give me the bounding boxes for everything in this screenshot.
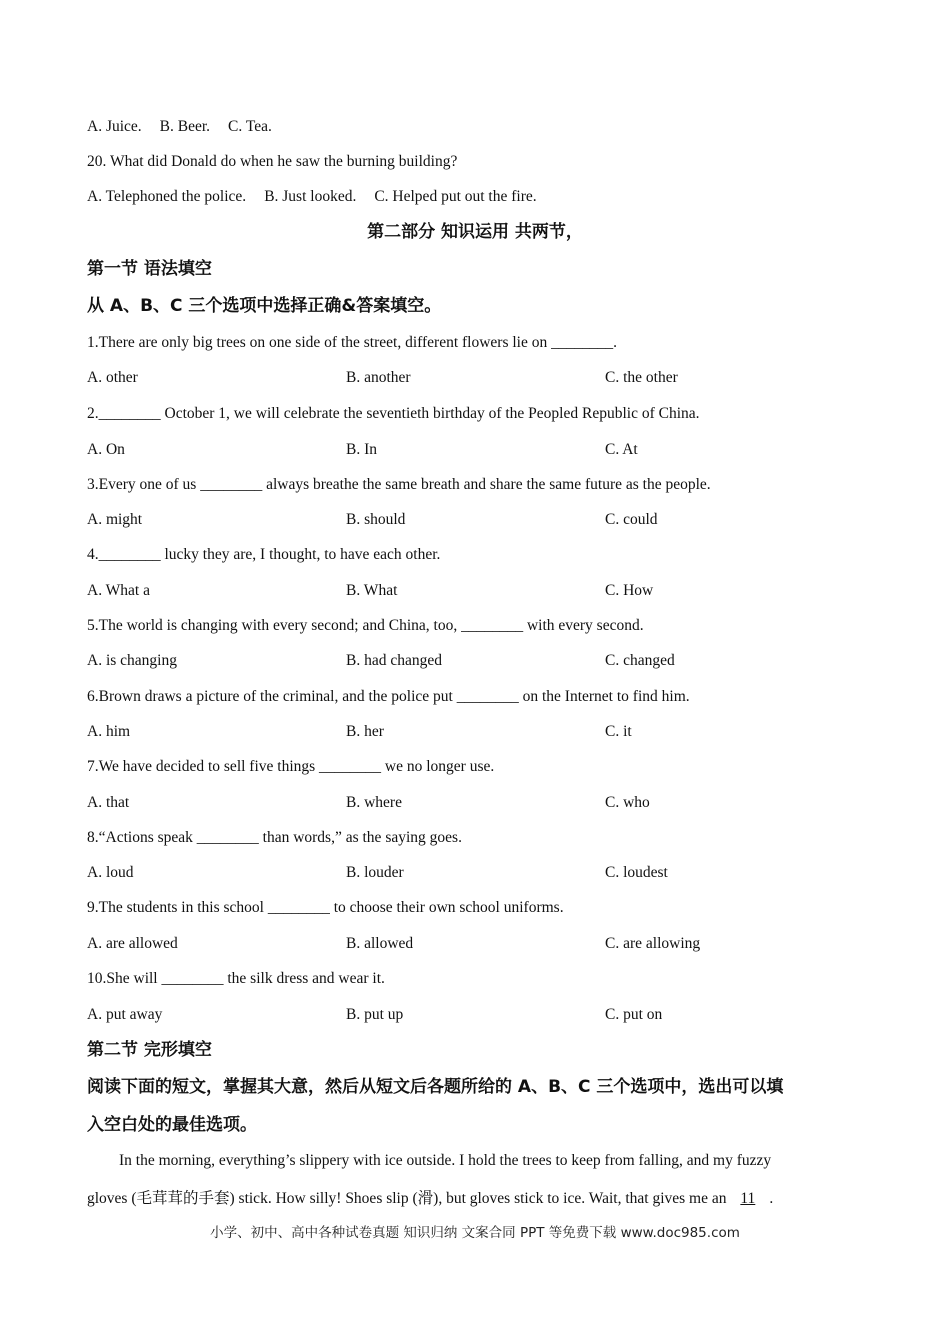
passage-line1: In the morning, everything’s slippery with ice outside. I hold the trees to keep from falling, and my fuzzy: [119, 1152, 772, 1169]
option-a: A. him: [87, 723, 131, 740]
option-b: B. put up: [346, 1006, 404, 1023]
section2-instruction-line1: 阅读下面的短文，掌握其大意，然后从短文后各题所给的 A、B、C 三个选项中，选出可以填: [87, 1077, 784, 1097]
question-stem: 2.________ October 1, we will celebrate the seventieth birthday of the Peopled Republic of China.: [87, 405, 700, 422]
q19-option-b: B. Beer.: [159, 118, 211, 135]
question-stem: 8.“Actions speak ________ than words,” as the saying goes.: [87, 829, 462, 846]
option-c: C. the other: [605, 369, 678, 386]
q19-option-a: A. Juice.: [87, 118, 142, 135]
option-a: A. What a: [87, 582, 150, 599]
option-c: C. changed: [605, 652, 675, 669]
question-stem: 1.There are only big trees on one side of the street, different flowers lie on ________.: [87, 334, 617, 351]
option-a: A. other: [87, 369, 138, 386]
option-b: B. In: [346, 441, 377, 458]
option-c: C. At: [605, 441, 638, 458]
q20-option-b: B. Just looked.: [264, 188, 357, 205]
option-a: A. On: [87, 441, 125, 458]
question-stem: 5.The world is changing with every second; and China, too, ________ with every second.: [87, 617, 644, 634]
option-c: C. who: [605, 794, 650, 811]
page-footer: 小学、初中、高中各种试卷真题 知识归纳 文案合同 PPT 等免费下载 www.doc985.com: [210, 1225, 740, 1241]
q19-option-c: C. Tea.: [228, 118, 272, 135]
passage-line2-end: .: [769, 1190, 774, 1207]
option-b: B. What: [346, 582, 398, 599]
option-b: B. should: [346, 511, 406, 528]
option-c: C. it: [605, 723, 632, 740]
option-c: C. put on: [605, 1006, 663, 1023]
q20-option-c: C. Helped put out the fire.: [374, 188, 537, 205]
option-b: B. where: [346, 794, 402, 811]
option-a: A. put away: [87, 1006, 163, 1023]
section1-instruction: 从 A、B、C 三个选项中选择正确&答案填空。: [87, 296, 442, 316]
q20-options: [87, 187, 537, 207]
option-b: B. another: [346, 369, 411, 386]
question-stem: 7.We have decided to sell five things ________ we no longer use.: [87, 758, 495, 775]
option-c: C. could: [605, 511, 658, 528]
q19-options: [87, 117, 272, 137]
option-a: A. loud: [87, 864, 134, 881]
part2-title: 第二部分 知识运用 共两节，: [367, 222, 583, 242]
option-b: B. allowed: [346, 935, 414, 952]
question-stem: 4.________ lucky they are, I thought, to have each other.: [87, 546, 441, 563]
passage-line2: [87, 1189, 773, 1209]
option-c: C. loudest: [605, 864, 668, 881]
section2-instruction-line2: 入空白处的最佳选项。: [87, 1115, 257, 1135]
option-a: A. might: [87, 511, 143, 528]
option-a: A. is changing: [87, 652, 177, 669]
option-a: A. are allowed: [87, 935, 178, 952]
section2-title: 第二节 完形填空: [87, 1040, 212, 1060]
question-stem: 10.She will ________ the silk dress and wear it.: [87, 970, 385, 987]
q20-option-a: A. Telephoned the police.: [87, 188, 247, 205]
option-c: C. are allowing: [605, 935, 701, 952]
section1-title: 第一节 语法填空: [87, 259, 212, 279]
option-c: C. How: [605, 582, 654, 599]
question-stem: 3.Every one of us ________ always breathe the same breath and share the same future as the people.: [87, 476, 711, 493]
option-b: B. her: [346, 723, 384, 740]
option-a: A. that: [87, 794, 130, 811]
option-b: B. had changed: [346, 652, 442, 669]
passage-line2-text: gloves (毛茸茸的手套) stick. How silly! Shoes slip (滑), but gloves stick to ice. Wait, that gives me an: [87, 1190, 727, 1207]
option-b: B. louder: [346, 864, 404, 881]
question-stem: 6.Brown draws a picture of the criminal, and the police put ________ on the Internet to find him.: [87, 688, 690, 705]
blank-11: 11: [740, 1190, 756, 1207]
q20-stem: 20. What did Donald do when he saw the burning building?: [87, 153, 458, 170]
question-stem: 9.The students in this school ________ to choose their own school uniforms.: [87, 899, 564, 916]
